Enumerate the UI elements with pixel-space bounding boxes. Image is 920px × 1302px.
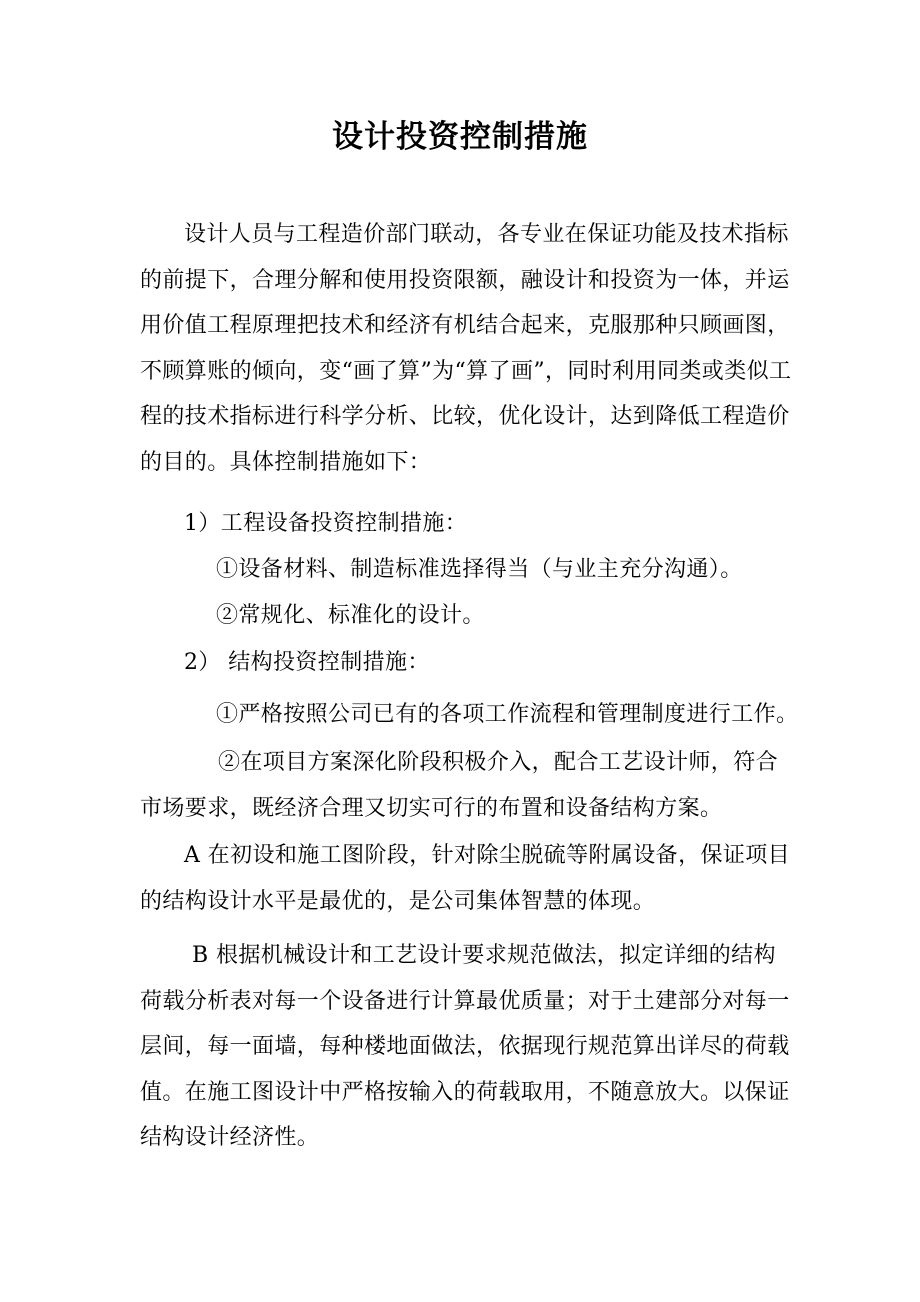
section2-item-1: ①严格按照公司已有的各项工作流程和管理制度进行工作。 [216, 702, 799, 727]
section1-item-1: ①设备材料、制造标准选择得当（与业主充分沟通）。 [216, 557, 743, 582]
paragraph-b: B 根据机械设计和工艺设计要求规范做法，拟定详细的结构荷载分析表对每一个设备进行计算最优质量；对于土建部分对每一层间，每一面墙，每种楼地面做法，依据现行规范算出详尽的荷载值。在施工图设计中严格按输入的荷载取用，不随意放大。以保证结构设计经济性。 [140, 943, 790, 1150]
document-title: 设计投资控制措施 [332, 119, 588, 155]
paragraph-a: A 在初设和施工图阶段，针对除尘脱硫等附属设备，保证项目的结构设计水平是最优的，是公司集体智慧的体现。 [140, 843, 791, 914]
section2-heading: 2） 结构投资控制措施： [184, 650, 430, 675]
intro-paragraph: 设计人员与工程造价部门联动，各专业在保证功能及技术指标的前提下，合理分解和使用投资限额，融设计和投资为一体，并运用价值工程原理把技术和经济有机结合起来，克服那种只顾画图，不顾算账的倾向，变“画了算”为“算了画”，同时利用同类或类似工程的技术指标进行科学分析、比较，优化设计，达到降低工程造价的目的。具体控制措施如下： [140, 222, 792, 475]
section1-heading: 1）工程设备投资控制措施： [184, 511, 468, 536]
section2-item-2: ②在项目方案深化阶段积极介入，配合工艺设计师，符合市场要求，既经济合理又切实可行的布置和设备结构方案。 [140, 750, 779, 821]
section1-item-2: ②常规化、标准化的设计。 [216, 603, 485, 628]
